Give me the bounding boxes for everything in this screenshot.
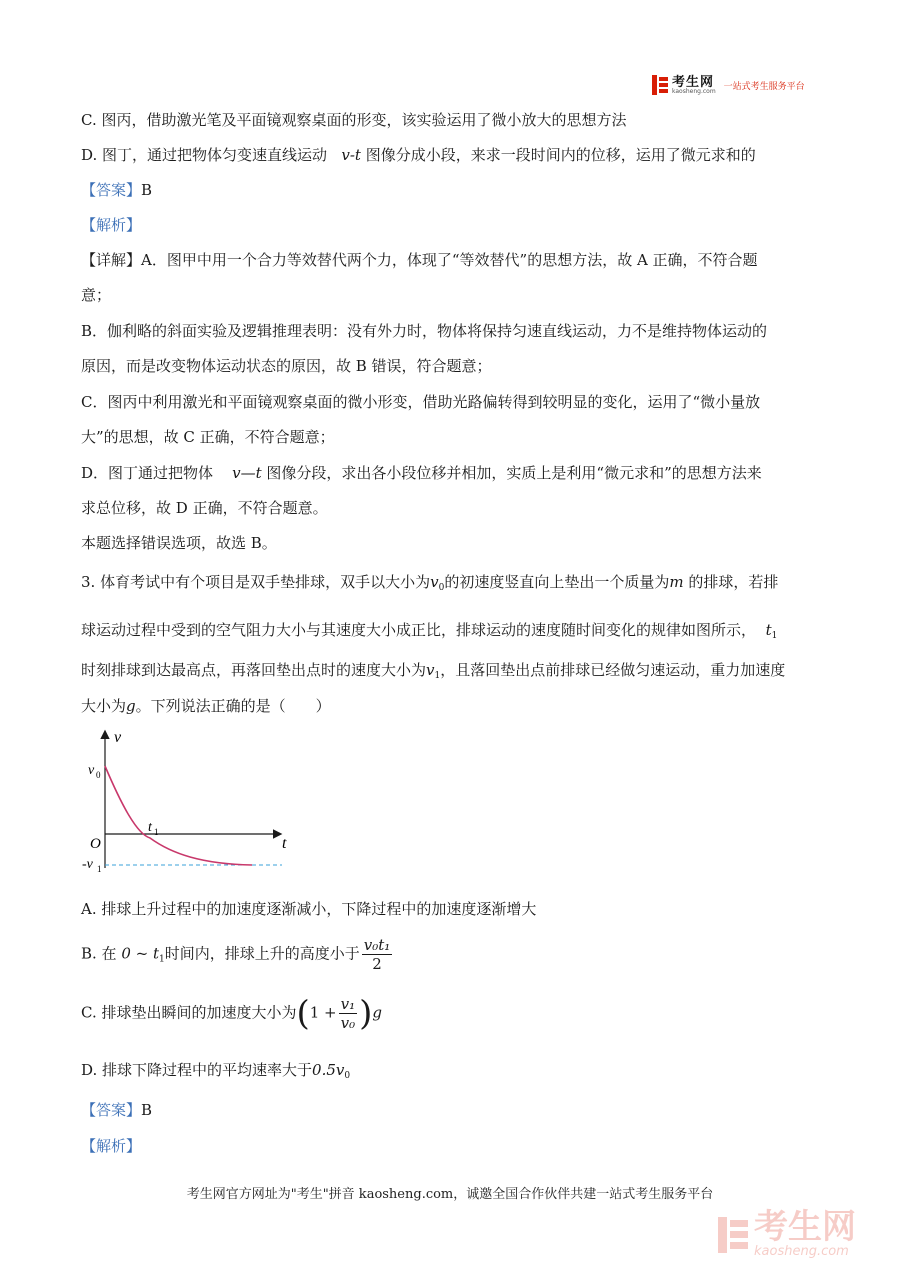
footer-text: 考生网官方网址为"考生"拼音 kaosheng.com，诚邀全国合作伙伴共建一站式考生服务平台 xyxy=(186,1187,714,1202)
y-axis-label: v xyxy=(114,729,122,746)
svg-text:0: 0 xyxy=(96,770,101,780)
answer2-value: B xyxy=(141,1101,153,1119)
q3-line2: 球运动过程中受到的空气阻力大小与其速度大小成正比，排球运动的速度随时间变化的规律如图所示， $t_1$ xyxy=(81,621,778,641)
option-d: D. 排球下降过程中的平均速率大于$0.5v_0$ xyxy=(81,1061,351,1081)
option-d-prev: D. 图丁，通过把物体匀变速直线运动 v-t 图像分成小段，来求一段时间内的位移，运用了微元求和的 xyxy=(81,146,756,164)
neg-v1-label: -v xyxy=(82,857,93,872)
detail-c-line2: 大”的思想，故 C 正确，不符合题意； xyxy=(81,428,335,446)
origin-label: O xyxy=(90,836,101,852)
vt-symbol: v-t xyxy=(341,146,361,164)
q3-line1: 3. 体育考试中有个项目是双手垫排球，双手以大小为$v_0$的初速度竖直向上垫出一个质量为m 的排球，若排 xyxy=(81,573,779,593)
logo-icon xyxy=(652,75,668,95)
v0-label: v xyxy=(88,763,95,778)
detail-a-line2: 意； xyxy=(81,286,112,304)
fraction-v0t1-over-2: $\frac{\text{v₀t₁}}{2}$ xyxy=(363,936,391,973)
watermark-logo-icon xyxy=(718,1217,748,1253)
detail-tag: 【详解】 xyxy=(81,251,142,269)
answer-tag: 【答案】 xyxy=(81,181,142,199)
q3-line4: 大小为g。下列说法正确的是（ ） xyxy=(81,697,331,715)
watermark: 考生网 kaosheng.com xyxy=(718,1210,856,1259)
option-a: A. 排球上升过程中的加速度逐渐减小，下降过程中的加速度逐渐增大 xyxy=(81,900,537,918)
velocity-curve xyxy=(105,766,252,865)
x-axis-label: t xyxy=(282,835,287,852)
detail-b-line1: B．伽利略的斜面实验及逻辑推理表明：没有外力时，物体将保持匀速直线运动，力不是维持物体运动的 xyxy=(81,322,768,340)
fraction-v1-over-v0: $\frac{\text{v₁}}{\text{v₀}}$ xyxy=(340,995,356,1032)
detail-a-line1: 【详解】A．图甲中用一个合力等效替代两个力，体现了“等效替代”的思想方法，故 A 正确，不符合题 xyxy=(81,251,758,269)
logo-slogan: 一站式考生服务平台 xyxy=(723,81,805,92)
q3-line3: 时刻排球到达最高点，再落回垫出点时的速度大小为$v_1$，且落回垫出点前排球已经做匀速运动，重力加速度 xyxy=(81,661,786,681)
analysis2-tag: 【解析】 xyxy=(81,1137,142,1155)
vt-graph xyxy=(82,726,312,876)
logo-name: 考生网 xyxy=(672,74,715,90)
answer2-line xyxy=(81,1100,152,1120)
t1-label: t xyxy=(148,820,152,835)
detail-b-line2: 原因，而是改变物体运动状态的原因，故 B 错误，符合题意； xyxy=(81,357,492,375)
svg-text:1: 1 xyxy=(97,864,102,874)
svg-text:1: 1 xyxy=(154,827,159,837)
analysis-tag: 【解析】 xyxy=(81,216,142,234)
answer-line xyxy=(81,180,152,200)
option-b: B. 在 0 ~ $t_1$时间内，排球上升的高度小于 $\frac{\text{v₀t₁}}{2}$ xyxy=(81,936,391,973)
answer2-tag: 【答案】 xyxy=(81,1101,142,1119)
logo-domain: kaosheng.com xyxy=(672,87,716,95)
option-c-prev: C. 图丙，借助激光笔及平面镜观察桌面的形变，该实验运用了微小放大的思想方法 xyxy=(81,111,627,129)
option-c: C. 排球垫出瞬间的加速度大小为(1 + $\frac{\text{v₁}}{\text{v₀}}$ )g xyxy=(81,993,383,1034)
answer-value: B xyxy=(141,181,153,199)
conclusion: 本题选择错误选项，故选 B。 xyxy=(81,534,277,552)
site-logo[interactable] xyxy=(652,72,805,98)
detail-d-line1: D．图丁通过把物体 v—t 图像分段，求出各小段位移并相加，实质上是利用“微元求和”的思想方法来 xyxy=(81,464,762,482)
detail-d-line2: 求总位移，故 D 正确，不符合题意。 xyxy=(81,499,328,517)
detail-c-line1: C．图丙中利用激光和平面镜观察桌面的微小形变，借助光路偏转得到较明显的变化，运用了“微小量放 xyxy=(81,393,761,411)
